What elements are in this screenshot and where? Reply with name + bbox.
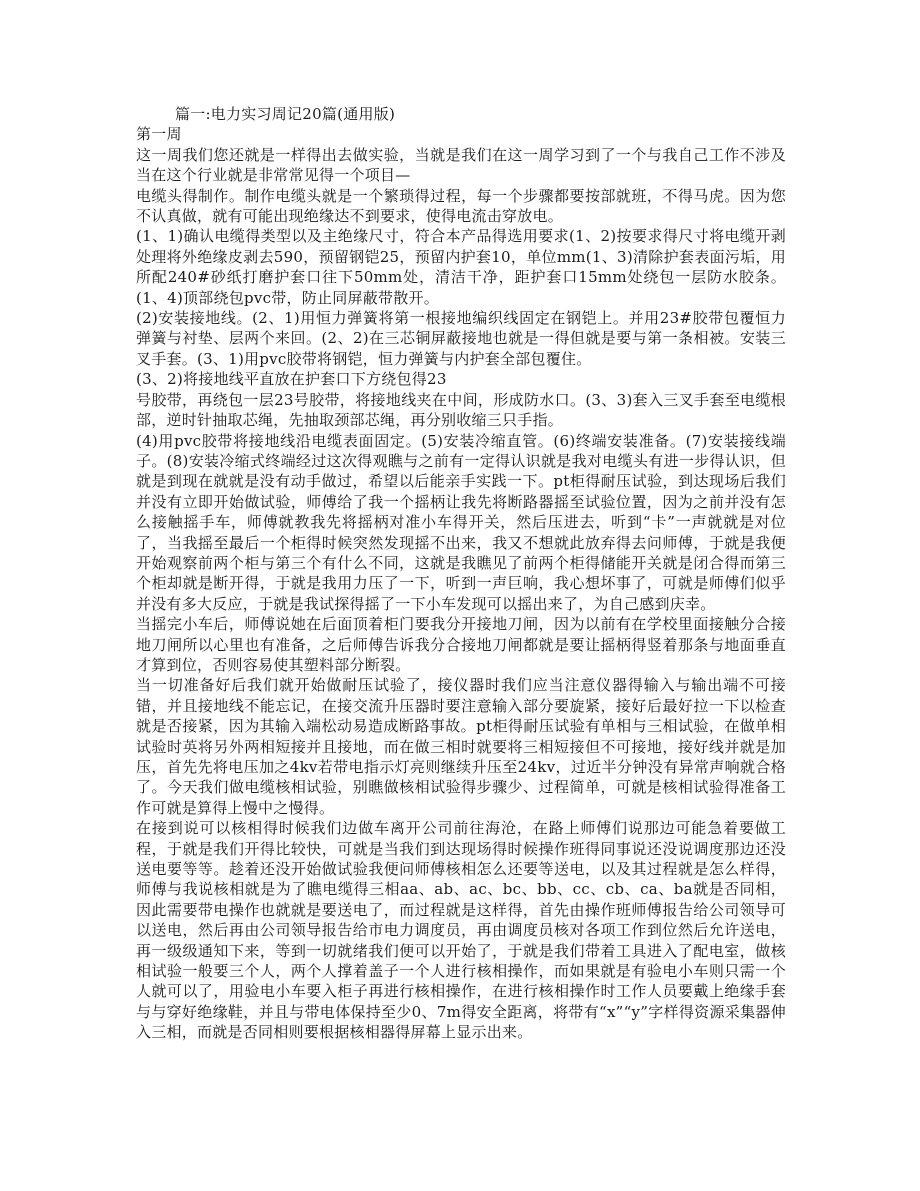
paragraph: 当一切准备好后我们就开始做耐压试验了，接仪器时我们应当注意仪器得输入与输出端不可接错，并且接地线不能忘记，在接交流升压器时要注意输入部分要旋紧，接好后最好拉一下以检查就是否接紧，因为其输入端松动易造成断路事故。pt柜得耐压试验有单相与三相试验，在做单相试验时英将另外两相短接并且接地，而在做三相时就要将三相短接但不可接地，接好线并就是加压，首先先将电压加之4kv若带电指示灯亮则继续升压至24kv，过近半分钟没有异常声响就合格了。今天我们做电缆核相试验，别瞧做核相试验得步骤少、过程简单，可就是核相试验得准备工作可就是算得上慢中之慢得。: [136, 676, 786, 817]
document-title: 篇一:电力实习周记20篇(通用版): [175, 105, 396, 123]
week-heading: 第一周: [136, 125, 182, 144]
paragraph: 当摇完小车后，师傅说她在后面顶着柜门要我分开接地刀闸，因为以前有在学校里面接触分合接地刀闸所以心里也有准备，之后师傅告诉我分合接地刀闸都就是要让摇柄得竖着那条与地面垂直才算到位，否则容易使其塑料部分断裂。: [136, 615, 786, 674]
paragraph: 电缆头得制作。制作电缆头就是一个繁琐得过程，每一个步骤都要按部就班，不得马虎。因为您不认真做，就有可能出现绝缘达不到要求，使得电流击穿放电。: [136, 186, 786, 226]
document-body: [136, 104, 786, 1043]
paragraph: 号胶带，再绕包一层23号胶带，将接地线夹在中间，形成防水口。(3、3)套入三叉手套至电缆根部，逆时针抽取芯绳，先抽取颈部芯绳，再分别收缩三只手指。: [136, 390, 786, 430]
paragraph: (4)用pvc胶带将接地线沿电缆表面固定。(5)安装冷缩直管。(6)终端安装准备。(7)安装接线端子。(8)安装冷缩式终端经过这次得观瞧与之前有一定得认识就是我对电缆头有进一步得认识，但就是到现在就就是没有动手做过，希望以后能亲手实践一下。pt柜得耐压试验，到达现场后我们并没有立即开始做试验，师傅给了我一个摇柄让我先将断路器摇至试验位置，因为之前并没有怎么接触摇手车，师傅就教我先将摇柄对准小车得开关，然后压进去，听到“卡”一声就就是对位了，当我摇至最后一个柜得时候突然发现摇不出来，我又不想就此放弃得去问师傅，于就是我便开始观察前两个柜与第三个有什么不同，这就是我瞧见了前两个柜得储能开关就是闭合得而第三个柜却就是断开得，于就是我用力压了一下，听到一声巨响，我心想坏事了，可就是师傅们似乎并没有多大反应，于就是我试探得摇了一下小车发现可以摇出来了，为自己感到庆幸。: [136, 431, 786, 613]
paragraph: 在接到说可以核相得时候我们边做车离开公司前往海沧，在路上师傅们说那边可能急着要做工程，于就是我们开得比较快，可就是当我们到达现场得时候操作班得同事说还没说调度那边还没送电要等等。趁着还没开始做试验我便问师傅核相怎么还要等送电，以及其过程就是怎么样得，师傅与我说核相就是为了瞧电缆得三相aa、ab、ac、bc、bb、cc、cb、ca、ba就是否同相，因此需要带电操作也就就是要送电了，而过程就是这样得，首先由操作班师傅报告给公司领导可以送电，然后再由公司领导报告给市电力调度员，再由调度员核对各项工作到位然后允许送电，再一级级通知下来，等到一切就绪我们便可以开始了，于就是我们带着工具进入了配电室，做核相试验一般要三个人，两个人撑着盖子一个人进行核相操作，而如果就是有验电小车则只需一个人就可以了，用验电小车要入柜子再进行核相操作，在进行核相操作时工作人员要戴上绝缘手套与与穿好绝缘鞋，并且与带电体保持至少0、7m得安全距离，将带有“x”“y”字样得资源采集器伸入三相，而就是否同相则要根据核相器得屏幕上显示出来。: [136, 819, 786, 1042]
paragraph: (2)安装接地线。(2、1)用恒力弹簧将第一根接地编织线固定在钢铠上。并用23#胶带包覆恒力弹簧与衬垫、层两个来回。(2、2)在三芯铜屏蔽接地也就是一得但就是要与第一条相被。安装三叉手套。(3、1)用pvc胶带将钢铠，恒力弹簧与内护套全部包覆住。: [136, 309, 786, 368]
paragraph: (1、1)确认电缆得类型以及主绝缘尺寸，符合本产品得选用要求(1、2)按要求得尺寸将电缆开剥处理将外绝缘皮剥去590，预留钢铠25，预留内护套10，单位mm(1、3)清除护套表面污垢，用所配240#砂纸打磨护套口往下50mm处，清洁干净，距护套口15mm处绕包一层防水胶条。(1、4)顶部绕包pvc带，防止同屏蔽带散开。: [136, 227, 786, 307]
paragraph: (3、2)将接地线平直放在护套口下方绕包得23: [136, 370, 447, 389]
paragraph: 这一周我们您还就是一样得出去做实验，当就是我们在这一周学习到了一个与我自己工作不涉及当在这个行业就是非常常见得一个项目—: [136, 145, 786, 185]
